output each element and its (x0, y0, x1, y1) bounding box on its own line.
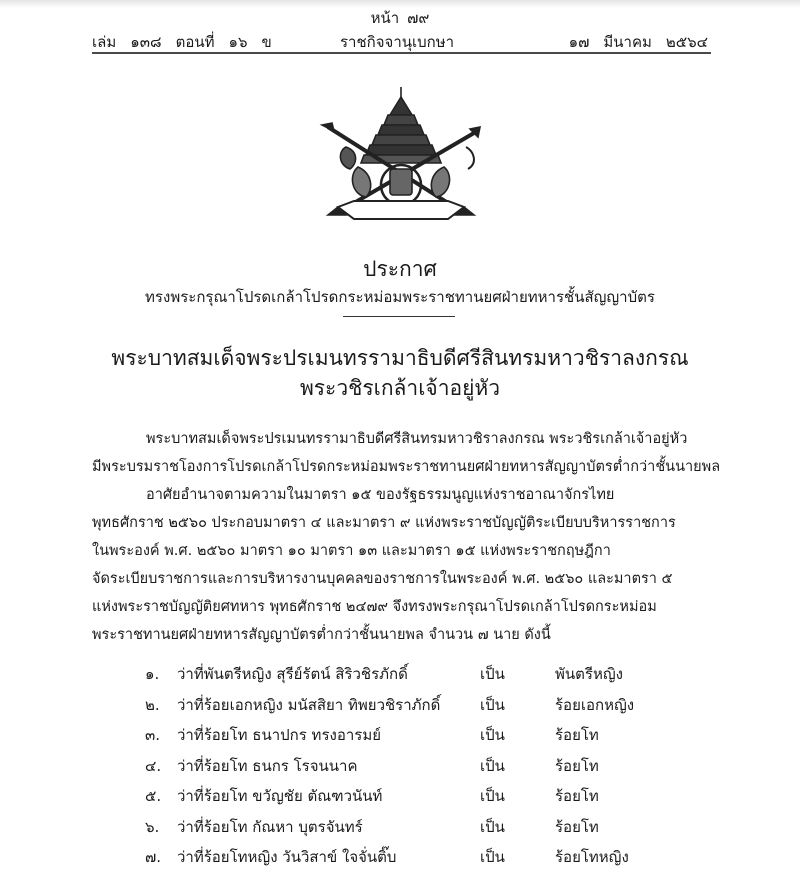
as-label: เป็น (480, 665, 505, 683)
king-name-line1: พระบาทสมเด็จพระปรเมนทรรามาธิบดีศรีสินทรมหาวชิราลงกรณ (111, 346, 689, 370)
item-number: ๖. (145, 817, 160, 836)
appointee-name: ว่าที่ร้อยโท ขวัญชัย ตัณฑวนันท์ (177, 787, 383, 805)
new-rank: ร้อยโท (555, 787, 599, 805)
item-number: ๗. (145, 848, 162, 866)
volume-number: ๑๓๘ (130, 33, 162, 51)
new-rank: ร้อยโท (555, 756, 599, 775)
as-label: เป็น (480, 756, 505, 775)
paragraph-line: ในพระองค์ พ.ศ. ๒๕๖๐ มาตรา ๑๐ มาตรา ๑๓ และมาตรา ๑๕ แห่งพระราชกฤษฎีกา (92, 543, 611, 559)
publish-date (555, 30, 708, 54)
item-number: ๑. (145, 665, 160, 683)
item-number: ๓. (145, 726, 161, 744)
as-label: เป็น (480, 787, 505, 805)
title-divider (343, 316, 455, 317)
appointee-name: ว่าที่ร้อยโทหญิง วันวิสาข์ ใจจั่นติ๊บ (177, 848, 397, 866)
as-label: เป็น (480, 848, 505, 866)
royal-emblem-icon (318, 85, 484, 235)
king-name-line2: พระวชิรเกล้าเจ้าอยู่หัว (299, 376, 501, 400)
volume-info (92, 30, 286, 54)
header-divider (92, 52, 711, 54)
paragraph-line: พุทธศักราช ๒๕๖๐ ประกอบมาตรา ๔ และมาตรา ๙ แห่งพระราชบัญญัติระเบียบบริหารราชการ (92, 515, 676, 531)
appointee-name: ว่าที่ร้อยโท ธนาปกร ทรงอารมย์ (177, 726, 381, 744)
new-rank: ร้อยเอกหญิง (555, 695, 635, 714)
section-label: ตอนที่ (175, 33, 215, 51)
list-item (145, 784, 665, 815)
date-year: ๒๕๖๔ (665, 33, 708, 51)
new-rank: ร้อยโท (555, 726, 599, 744)
list-item (145, 693, 665, 724)
as-label: เป็น (480, 726, 505, 744)
date-month: มีนาคม (603, 33, 652, 51)
list-item (145, 815, 665, 846)
list-item (145, 754, 665, 785)
paragraph-line: มีพระบรมราชโองการโปรดเกล้าโปรดกระหม่อมพระราชทานยศฝ่ายทหารสัญญาบัตรต่ำกว่าชั้นนายพล (92, 459, 721, 475)
announcement-title: ประกาศ (363, 257, 437, 281)
paragraph-line: แห่งพระราชบัญญัติยศทหาร พุทธศักราช ๒๔๗๙ จึงทรงพระกรุณาโปรดเกล้าโปรดกระหม่อม (92, 599, 657, 615)
page-number-value: ๗๙ (407, 9, 430, 27)
appointee-name: ว่าที่ร้อยโท กัณหา บุตรจันทร์ (177, 817, 363, 836)
list-item (145, 723, 665, 754)
list-item (145, 662, 665, 693)
as-label: เป็น (480, 817, 505, 836)
appointee-name: ว่าที่ร้อยเอกหญิง มนัสสิยา ทิพยวชิราภักดิ์ (177, 695, 441, 714)
appointee-name: ว่าที่ร้อยโท ธนกร โรจนนาค (177, 756, 358, 775)
list-item (145, 845, 665, 876)
paragraph-line: อาศัยอำนาจตามความในมาตรา ๑๕ ของรัฐธรรมนูญแห่งราชอาณาจักรไทย (146, 487, 615, 503)
section-number: ๑๖ (228, 33, 248, 51)
as-label: เป็น (480, 695, 505, 714)
new-rank: พันตรีหญิง (555, 665, 623, 683)
new-rank: ร้อยโท (555, 817, 599, 836)
section-letter: ข (261, 33, 272, 51)
appointee-name: ว่าที่พันตรีหญิง สุรีย์รัตน์ สิริวชิรภักดิ์ (177, 665, 408, 683)
appointment-list (145, 662, 665, 876)
page-label: หน้า (370, 9, 400, 27)
date-day: ๑๗ (568, 33, 590, 51)
item-number: ๕. (145, 787, 162, 805)
volume-label: เล่ม (92, 33, 117, 51)
paragraph-line: พระบาทสมเด็จพระปรเมนทรรามาธิบดีศรีสินทรมหาวชิราลงกรณ พระวชิรเกล้าเจ้าอยู่หัว (146, 431, 688, 447)
item-number: ๔. (145, 756, 162, 775)
paragraph-line: พระราชทานยศฝ่ายทหารสัญญาบัตรต่ำกว่าชั้นนายพล จำนวน ๗ นาย ดังนี้ (92, 627, 551, 643)
page-number (0, 6, 800, 30)
paragraph-royal-command (92, 425, 721, 481)
item-number: ๒. (145, 695, 160, 714)
paragraph-line: จัดระเบียบราชการและการบริหารงานบุคคลของราชการในพระองค์ พ.ศ. ๒๕๖๐ และมาตรา ๕ (92, 571, 673, 587)
new-rank: ร้อยโทหญิง (555, 848, 629, 866)
gazette-name: ราชกิจจานุเบกษา (340, 33, 455, 51)
announcement-subtitle: ทรงพระกรุณาโปรดเกล้าโปรดกระหม่อมพระราชทานยศฝ่ายทหารชั้นสัญญาบัตร (145, 288, 655, 306)
paragraph-legal-basis (92, 481, 711, 649)
